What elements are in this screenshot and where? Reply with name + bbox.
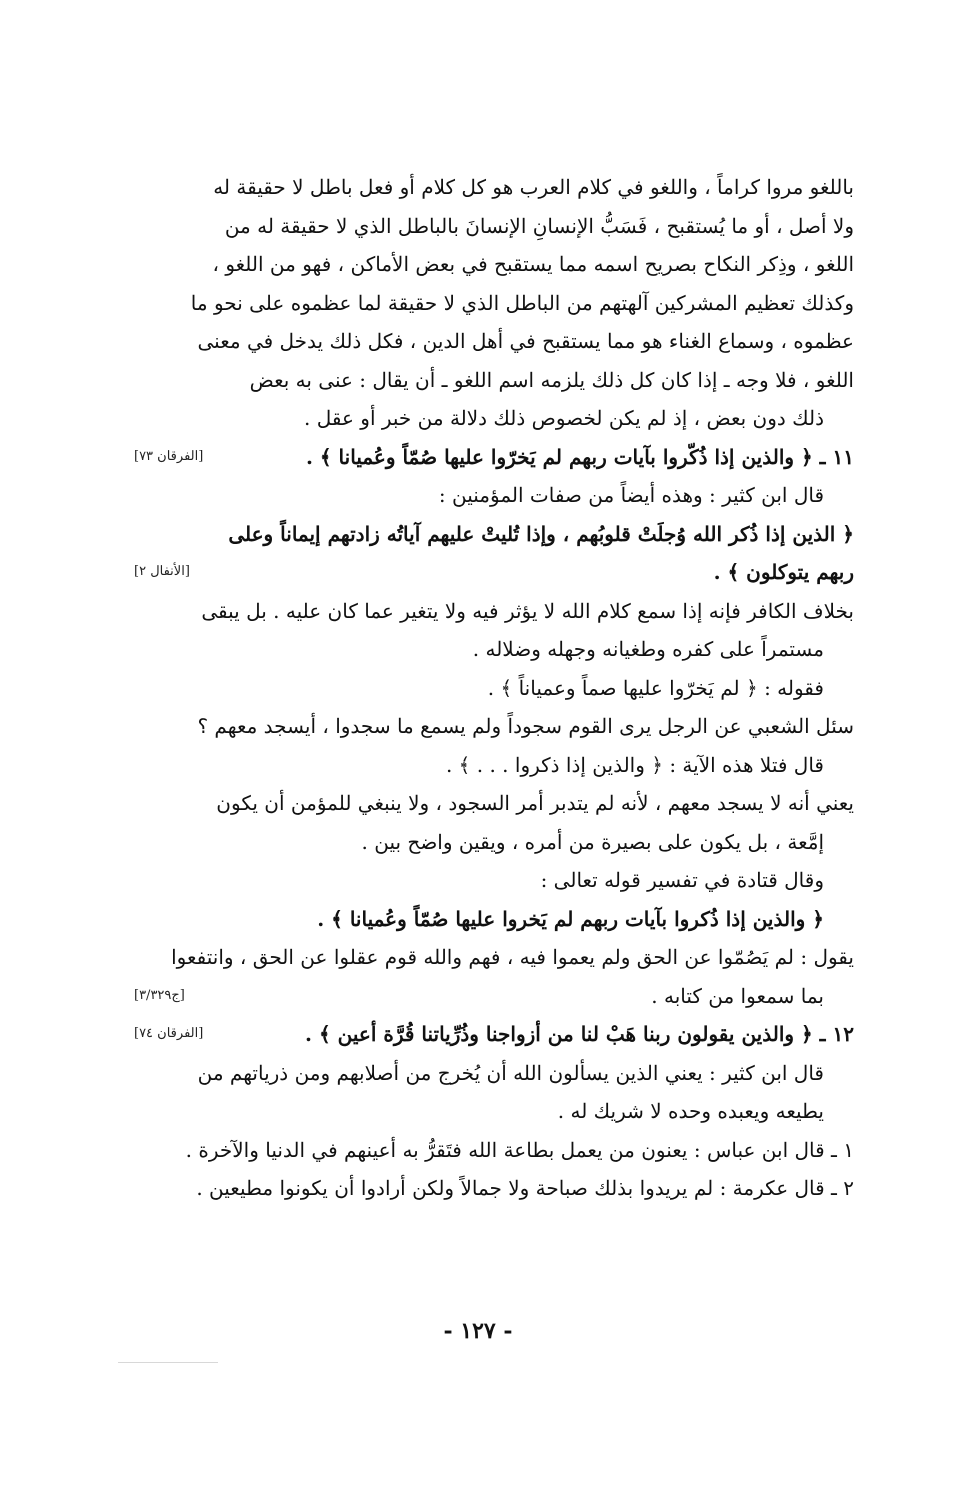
line-text: يعني أنه لا يسجد معهم ، لأنه لم يتدبر أمر السجود ، ولا ينبغي للمؤمن أن يكون: [216, 791, 854, 815]
line-text: بما سمعوا من كتابه .: [651, 983, 824, 1008]
line-text: ربهم يتوكلون ﴾ .: [713, 560, 854, 584]
line-text: قال ابن كثير : وهذه أيضاً من صفات المؤمنين :: [438, 483, 824, 507]
text-line: [134, 1054, 854, 1093]
line-text: إمَّعة ، بل يكون على بصيرة من أمره ، ويقين واضح بين .: [361, 829, 824, 854]
text-line: [134, 476, 854, 515]
text-line: [134, 515, 854, 554]
line-text: يقول : لم يَصُمّوا عن الحق ولم يعموا فيه ، فهم والله قوم عقلوا عن الحق ، وانتفعوا: [171, 945, 854, 969]
verse-reference: [ج٣/٣٢٩]: [134, 987, 185, 1003]
verse-reference: [الفرقان ٧٤]: [134, 1026, 204, 1041]
line-text: اللغو ، وذِكر النكاح بصريح اسمه مما يستقبح في بعض الأماكن ، فهو من اللغو ،: [212, 252, 854, 276]
line-text: قال فتلا هذه الآية : ﴿ والذين إذا ذكروا . . . ﴾ .: [445, 752, 824, 777]
text-line: [134, 592, 854, 631]
line-text: ﴿ الذين إذا ذُكر الله وُجلَتْ قلوبُهم ، وإذا تُليتْ عليهم آياتُه زادتهم إيماناً وعلى: [228, 521, 854, 546]
line-text: وقال قتادة في تفسير قوله تعالى :: [540, 868, 824, 892]
text-line: [134, 707, 854, 746]
text-line: [134, 977, 854, 1016]
line-text: يطيعه ويعبده وحده لا شريك له .: [557, 1099, 824, 1123]
text-line: [134, 438, 854, 477]
verse-reference: [الفرقان ٧٣]: [134, 448, 204, 464]
line-text: ١ ـ قال ابن عباس : يعنون من يعمل بطاعة الله فتَقرُّ به أعينهم في الدنيا والآخرة .: [185, 1137, 854, 1162]
text-line: [134, 399, 854, 438]
text-line: [134, 168, 854, 207]
line-text: ٢ ـ قال عكرمة : لم يريدوا بذلك صباحة ولا جمالاً ولكن أرادوا أن يكونوا مطيعين .: [196, 1176, 854, 1200]
text-line: [134, 938, 854, 977]
line-text: بخلاف الكافر فإنه إذا سمع كلام الله لا يؤثر فيه ولا يتغير عما كان عليه . بل يبقى: [201, 598, 854, 623]
text-line: [134, 322, 854, 361]
line-text: باللغو مروا كراماً ، واللغو في كلام العرب هو كل كلام أو فعل باطل لا حقيقة له: [213, 175, 854, 199]
text-line: [134, 669, 854, 708]
text-line: [134, 245, 854, 284]
text-line: [134, 553, 854, 592]
line-text: ﴿ والذين إذا ذُكروا بآيات ربهم لم يَخروا عليها صُمّاً وعُميانا ﴾ .: [317, 906, 824, 931]
text-line: [134, 784, 854, 823]
text-line: [134, 207, 854, 246]
line-text: اللغو ، فلا وجه ـ إذا كان كل ذلك يلزمه اسم اللغو ـ أن يقال : عنى به بعض: [249, 367, 854, 392]
line-text: ١٢ ـ ﴿ والذين يقولون ربنا هَبْ لنا من أزواجنا وذُرِّياتنا قُرَّة أعين ﴾ .: [305, 1022, 854, 1046]
line-text: ذلك دون بعض ، إذ لم يكن لخصوص ذلك دلالة من خبر أو عقل .: [304, 406, 824, 430]
text-line: [134, 1169, 854, 1208]
line-text: فقوله : ﴿ لم يَخرّوا عليها صماً وعمياناً ﴾ .: [487, 675, 824, 700]
verse-reference: [الأنفال ٢]: [134, 564, 190, 579]
scan-artifact-line: [118, 1362, 218, 1363]
line-text: ١١ ـ ﴿ والذين إذا ذُكّروا بآيات ربهم لم يَخرّوا عليها صُمّاً وعُميانا ﴾ .: [305, 444, 854, 469]
text-line: [134, 361, 854, 400]
line-text: وكذلك تعظيم المشركين آلهتهم من الباطل الذي لا حقيقة لما عظموه على نحو ما: [190, 290, 854, 315]
text-line: [134, 900, 854, 939]
text-line: [134, 630, 854, 669]
text-line: [134, 284, 854, 323]
text-line: [134, 1015, 854, 1054]
line-text: مستمراً على كفره وطغيانه وجهله وضلاله .: [472, 637, 824, 661]
line-text: عظموه ، وسماع الغناء هو مما يستقبح في أهل الدين ، فكل ذلك يدخل في معنى: [197, 329, 854, 353]
text-line: [134, 823, 854, 862]
line-text: سئل الشعبي عن الرجل يرى القوم سجوداً ولم يسمع ما سجدوا ، أيسجد معهم ؟: [197, 714, 854, 738]
line-text: قال ابن كثير : يعني الذين يسألون الله أن يُخرج من أصلابهم ومن ذرياتهم من: [197, 1060, 824, 1085]
text-line: [134, 1131, 854, 1170]
text-line: [134, 746, 854, 785]
page-number: - ١٢٧ -: [443, 1318, 513, 1344]
page-text: [134, 168, 854, 1208]
line-text: ولا أصل ، أو ما يُستقبح ، فَسَبُّ الإنسانِ الإنسانَ بالباطل الذي لا حقيقة له من: [224, 213, 854, 238]
text-line: [134, 861, 854, 900]
text-line: [134, 1092, 854, 1131]
